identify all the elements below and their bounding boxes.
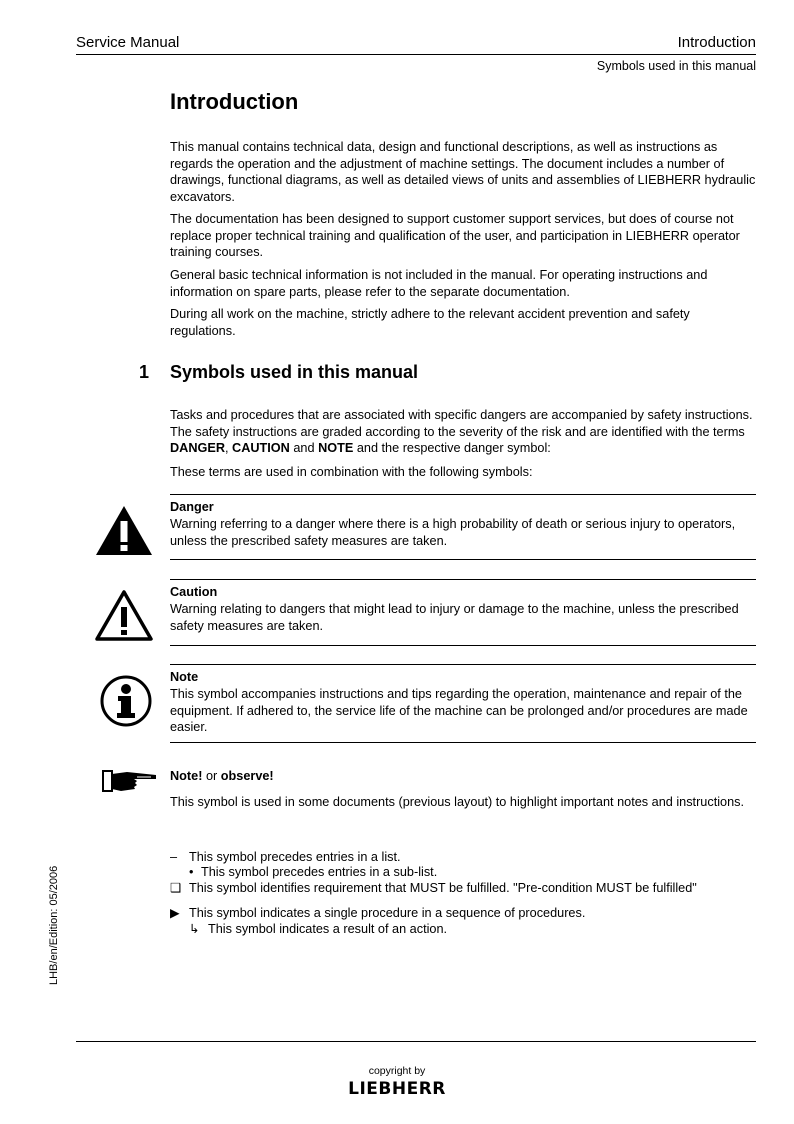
list-item-requirement: ❑ This symbol identifies requirement that MUST be fulfilled. "Pre-condition MUST be fulfilled" xyxy=(170,881,697,895)
intro-paragraph-2: The documentation has been designed to support customer support services, but does of course not replace proper technical training and qualification of the user, and participation in LIEBHERR operator training courses. xyxy=(170,212,740,259)
danger-bottom-rule xyxy=(170,559,756,560)
caution-bottom-rule xyxy=(170,645,756,646)
list-item-dash: – This symbol precedes entries in a list. xyxy=(170,850,401,864)
danger-top-rule xyxy=(170,494,756,495)
footer-brand-logo: LIEBHERR xyxy=(348,1079,446,1099)
intro-paragraph-3: General basic technical information is not included in the manual. For operating instructions and information on spare parts, please refer to the separate documentation. xyxy=(170,268,708,299)
header-manual-title: Service Manual xyxy=(76,34,180,51)
caution-heading: Caution xyxy=(170,585,218,599)
intro-paragraph-4: During all work on the machine, strictly adhere to the relevant accident prevention and safety regulations. xyxy=(170,307,690,338)
list-item-bullet: • This symbol precedes entries in a sub-list. xyxy=(189,865,438,879)
observe-heading: Note! or observe! xyxy=(170,769,274,783)
intro-paragraph-1: This manual contains technical data, design and functional descriptions, as well as instructions as regards the operation and the adjustment of machine settings. The document includes a number of drawings, functional diagrams, as well as detailed views of units and assemblies of LIEBHERR hydraulic excavators. xyxy=(170,140,756,204)
section-title: Symbols used in this manual xyxy=(170,362,419,382)
caution-text: Warning relating to dangers that might lead to injury or damage to the machine, unless the prescribed safety measures are taken. xyxy=(170,602,739,633)
note-top-rule xyxy=(170,664,756,665)
observe-text: This symbol is used in some documents (previous layout) to highlight important notes and instructions. xyxy=(170,795,745,809)
header-chapter-title: Introduction xyxy=(677,34,756,51)
danger-text: Warning referring to a danger where there is a high probability of death or serious injury to operators, unless the prescribed safety measures are taken. xyxy=(170,517,736,548)
danger-warning-icon xyxy=(94,504,154,562)
note-text: This symbol accompanies instructions and tips regarding the operation, maintenance and repair of the equipment. If adhered to, the service life of the machine can be prolonged and/or procedures are made easier. xyxy=(170,687,748,734)
section-paragraph-2: These terms are used in combination with the following symbols: xyxy=(170,465,533,479)
list-item-procedure: ▶ This symbol indicates a single procedure in a sequence of procedures. xyxy=(170,906,586,920)
danger-heading: Danger xyxy=(170,500,214,514)
caution-warning-icon xyxy=(94,589,154,647)
header-section-subtitle: Symbols used in this manual xyxy=(596,59,756,73)
footer-divider xyxy=(76,1041,756,1042)
term-danger: DANGER xyxy=(170,441,225,455)
caution-top-rule xyxy=(170,579,756,580)
edition-side-text: LHB/en/Edition: 05/2006 xyxy=(48,865,60,985)
note-heading: Note xyxy=(170,670,199,684)
note-bottom-rule xyxy=(170,742,756,743)
info-icon xyxy=(99,674,153,733)
pointing-hand-icon xyxy=(101,768,159,799)
section-paragraph-1: Tasks and procedures that are associated with specific dangers are accompanied by safety instructions. The safety instructions are graded according to the severity of the risk and are identified with the terms DANGER, CAUTION and NOTE and the respective danger symbol: xyxy=(170,408,753,455)
page-title: Introduction xyxy=(170,89,299,114)
term-note: NOTE xyxy=(318,441,354,455)
list-item-result: ↳ This symbol indicates a result of an action. xyxy=(189,922,448,936)
header-divider xyxy=(76,54,756,55)
footer-copyright: copyright by xyxy=(368,1065,426,1077)
term-caution: CAUTION xyxy=(232,441,290,455)
section-number: 1 xyxy=(139,362,150,382)
